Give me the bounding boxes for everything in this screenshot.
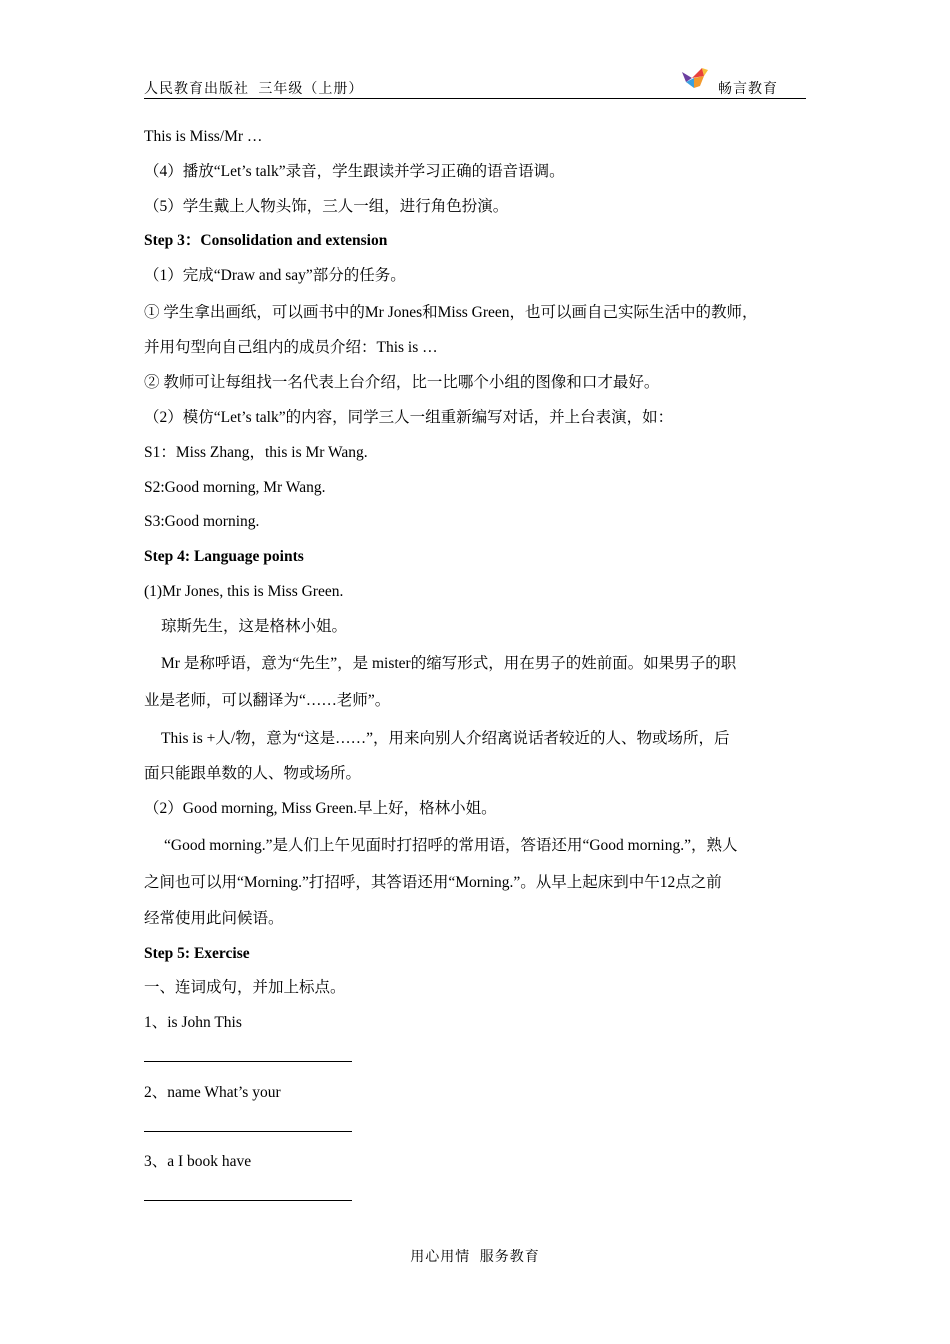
text-line: 之间也可以用“Morning.”打招呼，其答语还用“Morning.”。从早上起床到中午12点之前 xyxy=(144,874,722,892)
text-line: ② 教师可让每组找一名代表上台介绍，比一比哪个小组的图像和口才最好。 xyxy=(144,374,660,392)
answer-blank xyxy=(144,1111,808,1146)
answer-blank xyxy=(144,1041,808,1076)
text-line: This is +人/物，意为“这是……”，用来向别人介绍离说话者较近的人、物或场所，后 xyxy=(161,729,730,747)
text-line: （5）学生戴上人物头饰，三人一组，进行角色扮演。 xyxy=(144,197,509,215)
text-line: 琼斯先生，这是格林小姐。 xyxy=(161,617,348,635)
section-heading: Step 3：Consolidation and extension xyxy=(144,232,388,250)
brand-label: 畅言教育 xyxy=(718,81,778,97)
page-footer: 用心用情 服务教育 xyxy=(410,1249,540,1265)
text-line: （4）播放“Let’s talk”录音，学生跟读并学习正确的语音语调。 xyxy=(144,162,565,180)
text-line: (1)Mr Jones, this is Miss Green. xyxy=(144,583,344,601)
document-body xyxy=(144,120,808,1215)
publisher-label: 人民教育出版社 三年级（上册） xyxy=(144,81,364,97)
text-line: S1：Miss Zhang，this is Mr Wang. xyxy=(144,443,368,461)
text-line: （2）Good morning, Miss Green.早上好，格林小姐。 xyxy=(144,799,497,817)
section-heading: Step 5: Exercise xyxy=(144,944,250,962)
text-line: 一、连词成句，并加上标点。 xyxy=(144,979,346,997)
text-line: ① 学生拿出画纸，可以画书中的Mr Jones和Miss Green，也可以画自己实际生活中的教师， xyxy=(144,303,758,321)
exercise-item: 3、a I book have xyxy=(144,1153,252,1171)
answer-blank xyxy=(144,1180,808,1215)
text-line: S2:Good morning, Mr Wang. xyxy=(144,478,326,496)
text-line: （2）模仿“Let’s talk”的内容，同学三人一组重新编写对话，并上台表演，如： xyxy=(144,409,674,427)
exercise-item: 2、name What’s your xyxy=(144,1083,281,1101)
section-heading: Step 4: Language points xyxy=(144,548,304,566)
text-line: （1）完成“Draw and say”部分的任务。 xyxy=(144,267,406,285)
page-header xyxy=(144,70,806,99)
text-line: “Good morning.”是人们上午见面时打招呼的常用语，答语还用“Good morning.”，熟人 xyxy=(164,836,738,854)
text-line: 并用句型向自己组内的成员介绍：This is … xyxy=(144,339,438,357)
text-line: 业是老师，可以翻译为“……老师”。 xyxy=(144,692,391,710)
text-line: 面只能跟单数的人、物或场所。 xyxy=(144,765,362,783)
text-line: S3:Good morning. xyxy=(144,513,260,531)
changyan-logo-icon xyxy=(680,66,710,92)
text-line: This is Miss/Mr … xyxy=(144,128,263,145)
exercise-item: 1、is John This xyxy=(144,1014,242,1032)
text-line: 经常使用此问候语。 xyxy=(144,909,284,927)
text-line: Mr 是称呼语，意为“先生”，是 mister的缩写形式，用在男子的姓前面。如果男子的职 xyxy=(161,654,737,672)
